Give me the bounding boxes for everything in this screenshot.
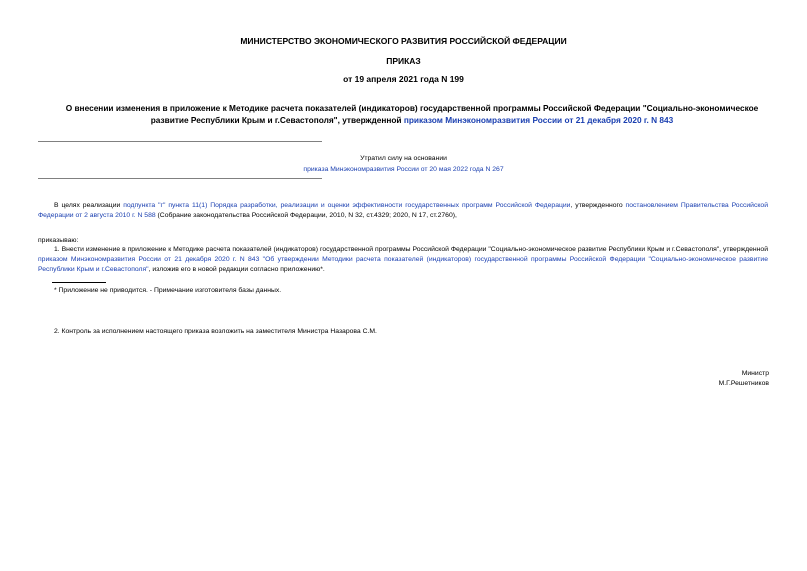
title-text: О внесении изменения в приложение к Методике расчета показателей (индикаторов) государственной программы Российской Федерации "Социально-экономическое развитие Республики Крым и г.Севастополя", утвержденной <box>65 103 759 126</box>
document-title <box>56 102 768 126</box>
item-2-paragraph: 2. Контроль за исполнением настоящего приказа возложить на заместителя Министра Назарова С.М. <box>54 328 377 335</box>
signature-title: Министр <box>741 370 769 377</box>
ministry-name: МИНИСТЕРСТВО ЭКОНОМИЧЕСКОГО РАЗВИТИЯ РОССИЙСКОЙ ФЕДЕРАЦИИ <box>240 36 567 46</box>
footnote: * Приложение не приводится. - Примечание изготовителя базы данных. <box>54 287 282 294</box>
notice-divider-top <box>38 141 322 142</box>
intro-link-decree[interactable]: постановлением Правительства Российской Федерации от 2 августа 2010 г. N 588 <box>38 202 769 219</box>
item-1-text-1: 1. Внести изменение в приложение к Методике расчета показателей (индикаторов) государственной программы Российской Федерации "Социально-экономическое развитие Республики Крым и г.Севастополя", утвержденной <box>54 246 768 253</box>
order-heading: ПРИКАЗ <box>386 56 421 66</box>
order-date: от 19 апреля 2021 года N 199 <box>343 74 464 84</box>
intro-paragraph <box>38 201 768 221</box>
intro-text-1: В целях реализации <box>54 202 124 209</box>
void-notice-link[interactable]: приказа Минэкономразвития России от 20 мая 2022 года N 267 <box>303 165 504 173</box>
item-1-paragraph <box>38 245 768 275</box>
void-notice <box>0 154 807 175</box>
order-paragraph: приказываю: <box>38 237 79 244</box>
signature-name: М.Г.Решетников <box>718 380 769 387</box>
item-1-text-2: , изложив его в новой редакции согласно приложению*. <box>148 265 325 273</box>
item-1-order-link[interactable]: приказом Минэкономразвития России от 21 декабря 2020 г. N 843 "Об утверждении Методики расчета показателей (индикаторов) государственной программы Российской Федерации "Социально-экономическое развитие Республики Крым и г.Севастополя" <box>38 255 768 273</box>
intro-text-3: (Собрание законодательства Российской Федерации, 2010, N 32, ст.4329; 2020, N 17, ст.2760), <box>155 211 457 219</box>
footnote-divider <box>52 282 106 283</box>
intro-link-subitem[interactable]: подпункта "г" пункта 11(1) Порядка разработки, реализации и оценки эффективности государственных программ Российской Федерации <box>123 202 571 209</box>
void-notice-text: Утратил силу на основании <box>360 155 447 162</box>
intro-text-2: , утвержденного <box>570 202 626 209</box>
title-order-link[interactable]: приказом Минэкономразвития России от 21 декабря 2020 г. N 843 <box>403 115 674 126</box>
notice-divider-bottom <box>38 178 322 179</box>
